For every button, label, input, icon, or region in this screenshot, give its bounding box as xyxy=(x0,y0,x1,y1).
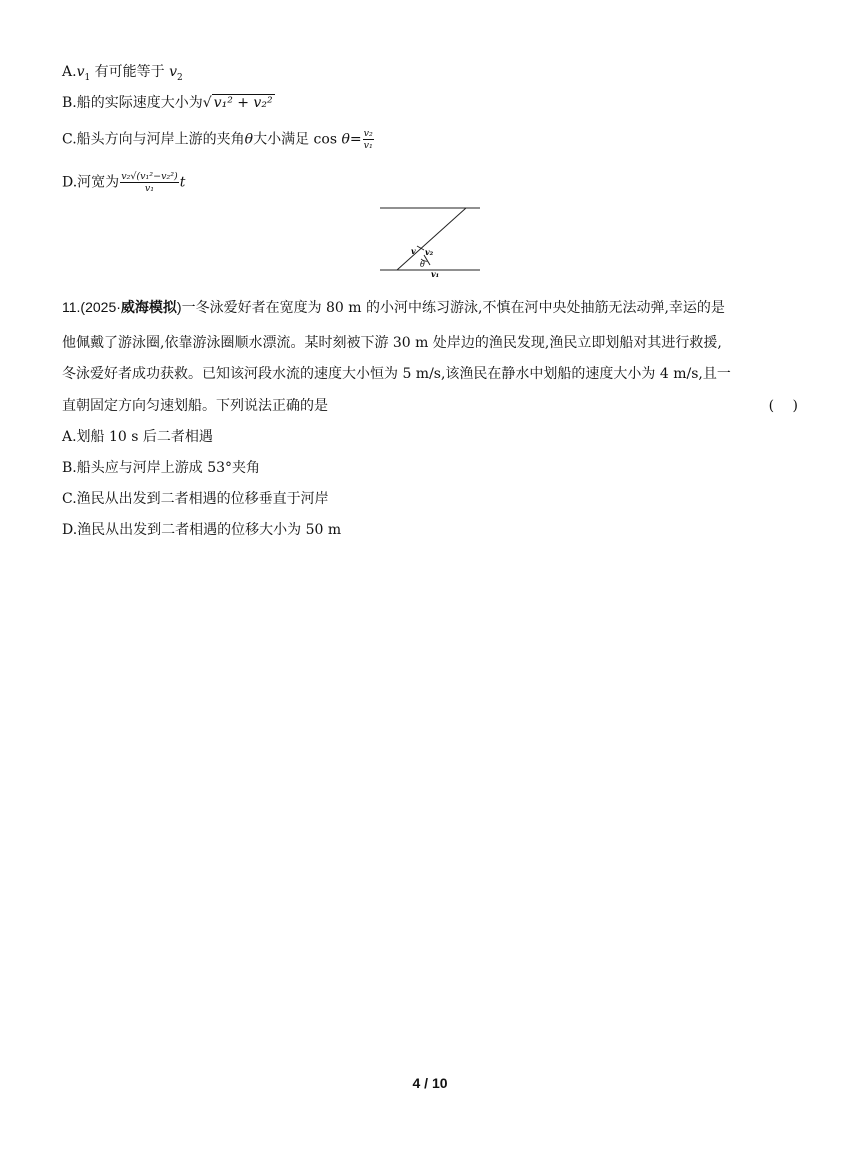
q11-option-a: A.划船 10 s 后二者相遇 xyxy=(62,429,213,445)
actual-path-line xyxy=(397,208,466,270)
q11-stem-line-4: 直朝固定方向匀速划船。下列说法正确的是 ( ) xyxy=(62,398,798,414)
q10-option-d: D.河宽为 $\frac{\text{v₂√(v₁²−v₂²)}}{\text{v₁}}$ t xyxy=(62,171,186,194)
label-v2: v₂ xyxy=(425,247,434,257)
q10-option-c: C.船头方向与河岸上游的夹角θ大小满足 cos θ= $\frac{\text{v₂}}{\text{v₁}}$ xyxy=(62,128,373,151)
q11-option-c: C.渔民从出发到二者相遇的位移垂直于河岸 xyxy=(62,491,329,507)
label-v1: v₁ xyxy=(431,269,440,277)
q11-stem-line-1: 11.(2025·威海模拟)一冬泳爱好者在宽度为 80 m 的小河中练习游泳,不慎在河中央处抽筋无法动弹,幸运的是 xyxy=(62,299,725,316)
q10-option-b: B.船的实际速度大小为√ v₁² + v₂² xyxy=(62,95,273,111)
answer-blank: ( ) xyxy=(768,398,798,414)
q10-option-a: $A.v_1$ 有可能等于 $v_2$ xyxy=(62,64,183,83)
q11-stem-line-3: 冬泳爱好者成功获救。已知该河段水流的速度大小恒为 5 m/s,该渔民在静水中划船的速度大小为 4 m/s,且一 xyxy=(62,366,731,382)
q11-stem-line-2: 他佩戴了游泳圈,依靠游泳圈顺水漂流。某时刻被下游 30 m 处岸边的渔民发现,渔民立即划船对其进行救援, xyxy=(62,335,722,351)
q11-option-b: B.船头应与河岸上游成 53°夹角 xyxy=(62,460,261,476)
sqrt-expression: √ v₁² + v₂² xyxy=(202,95,273,111)
fraction-v2-over-v1: $\frac{\text{v₂}}{\text{v₁}}$ xyxy=(363,128,373,151)
q11-source: 威海模拟 xyxy=(120,299,177,315)
q11-option-d: D.渔民从出发到二者相遇的位移大小为 50 m xyxy=(62,522,342,538)
river-velocity-diagram xyxy=(380,203,482,277)
page-number: 4 / 10 xyxy=(412,1075,448,1091)
fraction-river-width: $\frac{\text{v₂√(v₁²−v₂²)}}{\text{v₁}}$ xyxy=(121,171,178,194)
label-v: v xyxy=(411,246,416,256)
label-theta: θ xyxy=(420,260,425,269)
